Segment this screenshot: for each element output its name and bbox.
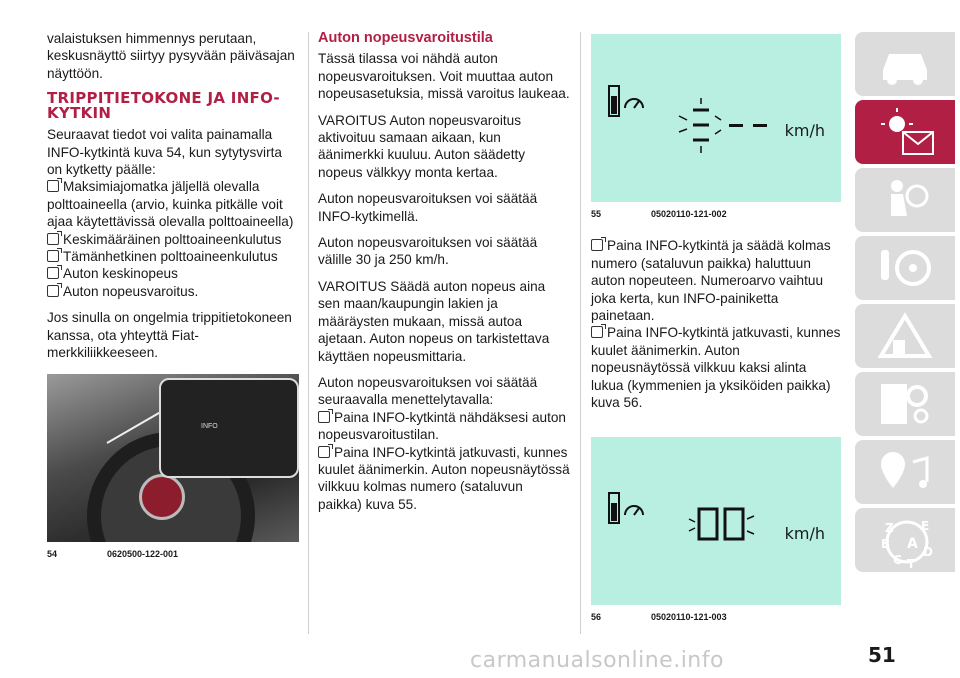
list-item: Paina INFO-kytkintä jatkuvasti, kunnes kuulet äänimerkin. Auton nopeusnäytössä vilkkuu kaksi alinta lukua (kymmenien ja yksiköiden paikka) kuva 56.	[591, 325, 841, 411]
figure-caption	[591, 609, 841, 626]
sidebar-item-multimedia[interactable]	[855, 440, 955, 504]
sidebar-item-emergency[interactable]	[855, 304, 955, 368]
index-letters-icon	[877, 516, 937, 568]
warning-triangle-icon	[877, 312, 933, 360]
info-switch-label: INFO	[201, 422, 218, 430]
column-divider	[580, 32, 581, 634]
figure-55	[591, 34, 841, 223]
list-item: Auton nopeusvaroitus.	[47, 283, 299, 300]
segment-dash	[753, 124, 767, 127]
svg-text:B: B	[881, 537, 891, 551]
section-heading-trip-computer: TRIPPITIETOKONE JA INFO-KYTKIN	[47, 89, 280, 123]
paragraph: Tässä tilassa voi nähdä auton nopeusvaroituksen. Voit muuttaa auton nopeusasetuksia, missä varoitus laukeaa.	[318, 51, 570, 102]
paragraph: VAROITUS Säädä auton nopeus aina sen maan/kaupungin lakien ja määräysten mukaan, missä autoa ajetaan. Auton nopeus on tarkistettava käyttäen nopeusmittaria.	[318, 278, 550, 364]
figure-number: 54	[47, 548, 58, 559]
paragraph: VAROITUS Auton nopeusvaroitus aktivoituu samaan aikaan, kun äänimerkki kuuluu. Auton säädetty nopeus välkkyy monta kertaa.	[318, 112, 526, 180]
music-map-icon	[877, 448, 933, 496]
paragraph: Auton nopeusvaroituksen voi säätää seuraavalla menettelytavalla:	[318, 374, 538, 408]
subsection-heading-speed-warning: Auton nopeusvaroitustila	[318, 30, 493, 46]
figure-code: 0620500-122-001	[107, 548, 179, 559]
list-item: Tämänhetkinen polttoaineenkulutus	[47, 248, 299, 265]
sidebar-item-car[interactable]	[855, 32, 955, 96]
sidebar-item-steering[interactable]	[855, 236, 955, 300]
sidebar-item-warning-lights[interactable]	[855, 100, 955, 164]
list-item: Auton keskinopeus	[47, 265, 299, 282]
column-1	[47, 30, 299, 563]
speed-warning-display-56	[591, 437, 841, 605]
watermark: carmanualsonline.info	[470, 648, 724, 673]
checkbox-bullet-icon	[47, 250, 59, 262]
checkbox-bullet-icon	[47, 233, 59, 245]
list-item: Keskimääräinen polttoaineenkulutus	[47, 231, 299, 248]
sidebar-item-index[interactable]	[855, 508, 955, 572]
checkbox-bullet-icon	[47, 267, 59, 279]
segment-dash	[729, 124, 743, 127]
figure-code: 05020110-121-003	[651, 612, 727, 623]
column-3	[591, 30, 841, 627]
list-item: Paina INFO-kytkintä jatkuvasti, kunnes kuulet äänimerkin. Auton nopeusnäytössä vilkkuu kolmas numero (sataluvun paikka) kuva 55.	[318, 444, 570, 512]
figure-number: 55	[591, 209, 602, 219]
paragraph: Auton nopeusvaroituksen voi säätää välille 30 ja 250 km/h.	[318, 235, 538, 268]
outro-text: Jos sinulla on ongelmia trippitietokoneen kanssa, ota yhteyttä Fiat-merkkiliikkeeseen.	[47, 310, 292, 361]
figure-54	[47, 374, 299, 563]
figure-56	[591, 437, 841, 626]
sidebar-item-maintenance[interactable]	[855, 372, 955, 436]
lead-text: Seuraavat tiedot voi valita painamalla INFO-kytkintä kuva 54, kun sytytysvirta on kytketty päälle:	[47, 127, 282, 178]
column-divider	[308, 32, 309, 634]
figure-caption	[47, 546, 299, 563]
warning-lights-icon	[877, 108, 937, 158]
figure-caption	[591, 206, 841, 223]
svg-text:A: A	[907, 536, 918, 552]
speed-warning-icon	[607, 489, 647, 533]
svg-text:T: T	[907, 557, 916, 568]
checkbox-bullet-icon	[591, 326, 603, 338]
svg-text:E: E	[921, 519, 930, 533]
paragraph: Auton nopeusvaroituksen voi säätää INFO-kytkimellä.	[318, 191, 538, 224]
checkbox-bullet-icon	[318, 411, 330, 423]
svg-text:D: D	[923, 545, 933, 559]
checkbox-bullet-icon	[47, 285, 59, 297]
list-item: Paina INFO-kytkintä ja säädä kolmas numero (sataluvun paikka) haluttuun auton nopeuteen. Numeroarvo vaihtuu joka kerta, kun INFO-painiketta painetaan.	[591, 238, 831, 324]
figure-code: 05020110-121-002	[651, 209, 727, 219]
list-item: Paina INFO-kytkintä nähdäksesi auton nopeusvaroitustilan.	[318, 409, 566, 443]
checkbox-bullet-icon	[318, 446, 330, 458]
blinking-digit-icon	[675, 96, 755, 156]
switch-closeup-inset	[159, 378, 299, 478]
speed-warning-display-55	[591, 34, 841, 202]
page-number: 51	[868, 643, 896, 667]
speed-unit: km/h	[784, 121, 825, 140]
checkbox-bullet-icon	[591, 239, 603, 251]
column-2	[318, 30, 570, 513]
speed-warning-icon	[607, 82, 647, 126]
chapter-sidebar	[855, 32, 960, 576]
speed-unit: km/h	[784, 524, 825, 544]
svg-text:C: C	[893, 553, 902, 567]
sidebar-item-airbag[interactable]	[855, 168, 955, 232]
figure-number: 56	[591, 612, 602, 623]
svg-text:Z: Z	[885, 521, 894, 535]
settings-list-icon	[877, 380, 933, 428]
blinking-digits-icon	[687, 503, 757, 553]
airbag-seat-icon	[877, 176, 933, 224]
car-icon	[877, 40, 933, 88]
intro-text: valaistuksen himmennys perutaan, keskusnäyttö siirtyy pysyvään päiväsajan näyttöön.	[47, 31, 295, 81]
steering-wheel-icon	[877, 244, 933, 292]
list-item: Maksimiajomatka jäljellä olevalla polttoaineella (arvio, kuinka pitkälle voit ajaa käytettävissä olevalla polttoaineella)	[47, 179, 294, 230]
steering-wheel-photo	[47, 374, 299, 542]
checkbox-bullet-icon	[47, 180, 59, 192]
steering-wheel-hub	[139, 474, 185, 520]
